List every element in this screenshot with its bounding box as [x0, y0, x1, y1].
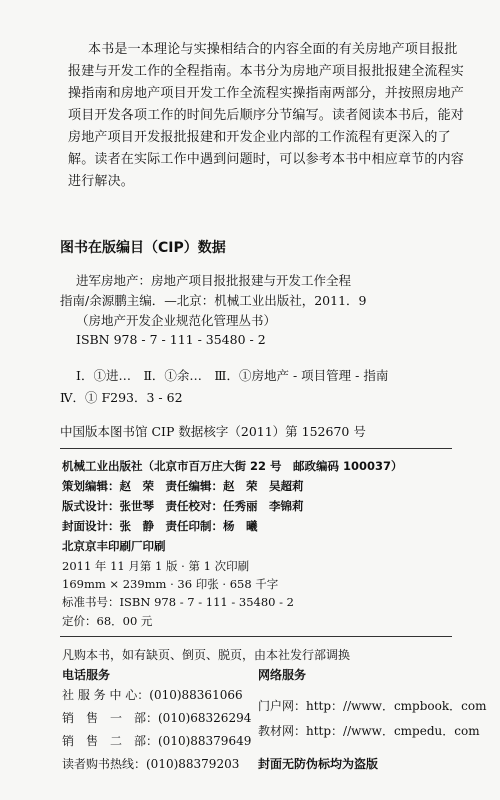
- replacement-notice: 凡购本书，如有缺页、倒页、脱页，由本社发行部调换: [62, 648, 351, 662]
- cip-record-number: 中国版本图书馆 CIP 数据核字（2011）第 152670 号: [60, 424, 366, 439]
- intro-line: 解。读者在实际工作中遇到问题时，可以参考本书中相应章节的内容: [68, 152, 465, 167]
- intro-line: 房地产项目开发报批报建和开发企业内部的工作流程有更深入的了: [68, 130, 451, 145]
- intro-line: 本书是一本理论与实操相结合的内容全面的有关房地产项目报批: [88, 42, 458, 57]
- phone-line: 销 售 一 部：(010)68326294: [62, 711, 252, 725]
- printer-line: 北京京丰印刷厂印刷: [62, 539, 166, 553]
- intro-line: 操指南和房地产项目开发工作全流程实操指南两部分，并按照房地产: [68, 86, 465, 101]
- intro-line: 报建与开发工作的全程指南。本书分为房地产项目报批报建全流程实: [68, 64, 465, 79]
- cip-classification: Ⅳ．① F293．3 - 62: [60, 390, 183, 405]
- price-line: 定价：68．00 元: [62, 614, 153, 628]
- design-line: 版式设计：张世琴 责任校对：任秀丽 李锦莉: [62, 499, 304, 513]
- publisher-name-address: 机械工业出版社（北京市百万庄大街 22 号 邮政编码 100037）: [62, 459, 403, 473]
- net-service-title: 网络服务: [258, 668, 307, 682]
- divider: [60, 636, 452, 637]
- cip-description: 指南/余源鹏主编．—北京：机械工业出版社，2011．9: [60, 293, 367, 308]
- intro-line: 进行解决。: [68, 174, 135, 189]
- cip-subjects: Ⅰ．①进… Ⅱ．①余… Ⅲ．①房地产 - 项目管理 - 指南: [76, 368, 389, 383]
- cover-line: 封面设计：张 静 责任印制：杨 曦: [62, 519, 258, 533]
- cip-isbn: ISBN 978 - 7 - 111 - 35480 - 2: [76, 332, 266, 347]
- phone-service-title: 电话服务: [62, 668, 111, 682]
- textbook-website: 教材网：http：//www．cmpedu．com: [258, 724, 480, 738]
- standard-book-number: 标准书号：ISBN 978 - 7 - 111 - 35480 - 2: [62, 595, 294, 609]
- cip-section-title: 图书在版编目（CIP）数据: [60, 240, 226, 256]
- cip-series: （房地产开发企业规范化管理丛书）: [76, 313, 277, 328]
- cip-description: 进军房地产：房地产项目报批报建与开发工作全程: [76, 273, 352, 288]
- phone-line: 销 售 二 部：(010)88379649: [62, 734, 252, 748]
- anti-counterfeit-notice: 封面无防伪标均为盗版: [258, 757, 379, 771]
- intro-line: 项目开发各项工作的时间先后顺序分节编写。读者阅读本书后，能对: [68, 108, 465, 123]
- format-line: 169mm × 239mm · 36 印张 · 658 千字: [62, 577, 279, 591]
- portal-website: 门户网：http：//www．cmpbook．com: [258, 699, 487, 713]
- phone-line: 读者购书热线：(010)88379203: [62, 757, 240, 771]
- edition-line: 2011 年 11 月第 1 版 · 第 1 次印刷: [62, 559, 250, 573]
- phone-line: 社 服 务 中 心：(010)88361066: [62, 688, 243, 702]
- divider: [60, 448, 452, 449]
- editors-line: 策划编辑：赵 荣 责任编辑：赵 荣 吴超莉: [62, 479, 304, 493]
